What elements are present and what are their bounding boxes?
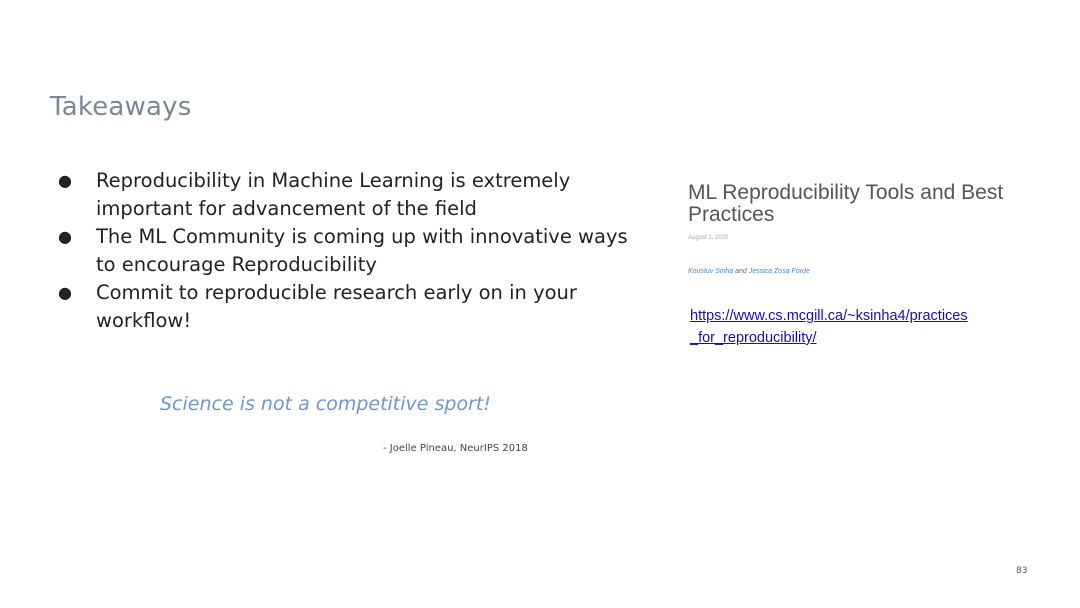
author-link[interactable]: Jessica Zosa Forde [748, 268, 810, 275]
author-link[interactable]: Koustuv Sinha [688, 268, 734, 275]
takeaways-list [58, 167, 638, 335]
bullet-text: Commit to reproducible research early on in your workflow! [96, 281, 577, 332]
blog-post-authors [688, 268, 810, 275]
link-line[interactable]: _for_reproducibility/ [690, 330, 817, 346]
author-joiner: and [733, 268, 749, 275]
list-item [58, 223, 638, 279]
blog-post-date: August 1, 2020 [688, 235, 729, 241]
list-item [58, 167, 638, 223]
bullet-text: Reproducibility in Machine Learning is extremely important for advancement of the field [96, 169, 571, 220]
list-item [58, 279, 638, 335]
blog-post-title: ML Reproducibility Tools and Best Practices [688, 181, 1004, 226]
reproducibility-link[interactable] [690, 305, 990, 349]
slide-title: Takeaways [50, 92, 192, 122]
quote-text: Science is not a competitive sport! [160, 393, 491, 415]
bullet-text: The ML Community is coming up with innovative ways to encourage Reproducibility [96, 225, 628, 276]
bullet-marker: ● [58, 283, 72, 302]
link-line[interactable]: https://www.cs.mcgill.ca/~ksinha4/practices [690, 308, 968, 324]
bullet-marker: ● [58, 227, 72, 246]
quote-attribution: - Joelle Pineau, NeurIPS 2018 [383, 443, 528, 454]
bullet-marker: ● [58, 171, 72, 190]
page-number: 83 [1016, 566, 1028, 576]
